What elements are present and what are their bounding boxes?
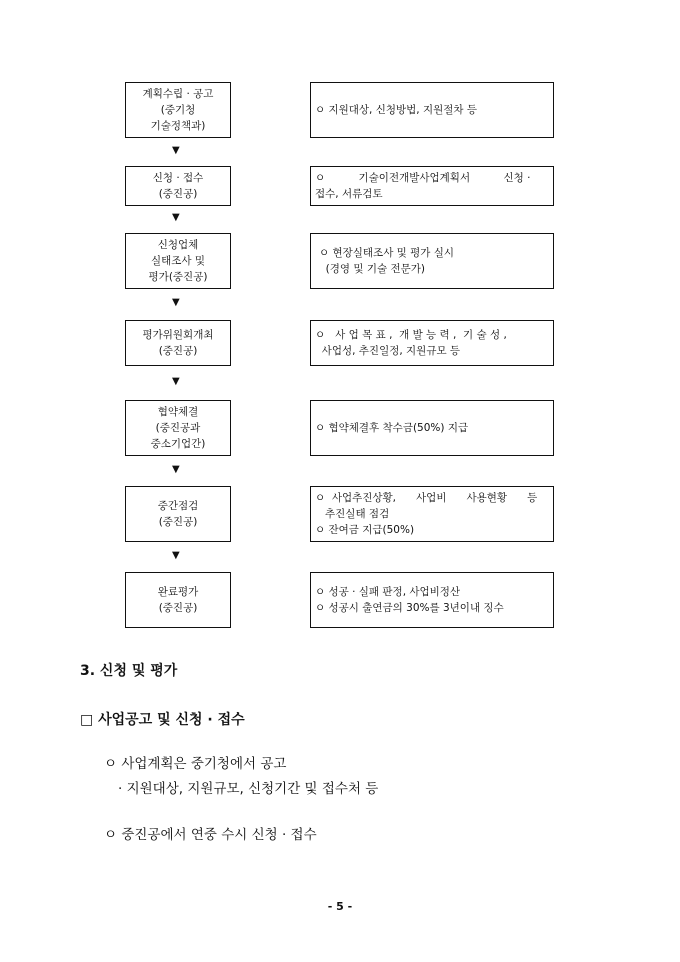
flow-step-label: 중간점검 — [157, 500, 199, 512]
flow-step-label: 신청 · 접수 — [152, 172, 204, 184]
flow-step-label: (중진공) — [158, 602, 198, 614]
flow-step-2-desc — [310, 166, 554, 206]
flow-step-3-box — [125, 233, 231, 289]
flow-step-label: 협약체결 — [157, 406, 199, 418]
flow-step-2-box — [125, 166, 231, 206]
flow-step-label: (중진공) — [158, 188, 198, 200]
flow-step-4-box — [125, 320, 231, 366]
flow-step-7-desc — [310, 572, 554, 628]
flow-step-label: (중진공과 — [155, 422, 201, 434]
down-arrow-icon: ▼ — [172, 464, 180, 475]
flow-desc-line: ㅇ 성공 · 실패 판정, 사업비정산 — [315, 586, 461, 598]
flow-desc-line: ㅇ 사 업 목 표 , 개 발 능 력 , 기 술 성 , — [315, 329, 507, 341]
bullet-item: ㅇ 사업계획은 중기청에서 공고 — [104, 756, 287, 772]
flow-step-label: (중기청 — [160, 104, 196, 116]
flow-step-5-desc — [310, 400, 554, 456]
subsection-title: □ 사업공고 및 신청 · 접수 — [80, 712, 245, 728]
flow-desc-line: ㅇ 잔여금 지급(50%) — [315, 524, 415, 536]
flow-desc-line: 사업성, 추진일정, 지원규모 등 — [315, 345, 461, 357]
flow-step-4-desc — [310, 320, 554, 366]
flow-step-1-box — [125, 82, 231, 138]
flow-step-6-desc — [310, 486, 554, 542]
flow-desc-line: 추진실태 점검 — [315, 508, 390, 520]
flow-step-6-box — [125, 486, 231, 542]
flow-step-label: 평가위원회개최 — [142, 329, 214, 341]
flow-step-label: 기술정책과) — [150, 120, 206, 132]
flow-desc-line: ㅇ 성공시 출연금의 30%를 3년이내 징수 — [315, 602, 504, 614]
page-number: - 5 - — [327, 900, 353, 913]
flow-step-label: 평가(중진공) — [148, 271, 208, 283]
down-arrow-icon: ▼ — [172, 550, 180, 561]
sub-bullet-item: · 지원대상, 지원규모, 신청기간 및 접수처 등 — [118, 781, 379, 797]
flow-step-3-desc — [310, 233, 554, 289]
flow-step-1-desc — [310, 82, 554, 138]
down-arrow-icon: ▼ — [172, 212, 180, 223]
flow-desc-line: 접수, 서류검토 — [315, 188, 383, 200]
down-arrow-icon: ▼ — [172, 297, 180, 308]
down-arrow-icon: ▼ — [172, 145, 180, 156]
flow-step-label: 완료평가 — [157, 586, 199, 598]
flow-desc-line: ㅇ 현장실태조사 및 평가 실시 — [319, 247, 455, 259]
flow-step-label: 신청업체 — [157, 239, 199, 251]
bullet-item: ㅇ 중진공에서 연중 수시 신청 · 접수 — [104, 827, 317, 843]
flow-desc-line: (경영 및 기술 전문가) — [319, 263, 426, 275]
flow-step-label: 중소기업간) — [150, 438, 206, 450]
flow-step-label: 계획수립 · 공고 — [142, 88, 214, 100]
flow-desc-line: ㅇ 기술이전개발사업계획서 신청 · — [315, 172, 531, 184]
flow-step-label: 실태조사 및 — [150, 255, 206, 267]
flow-step-label: (중진공) — [158, 345, 198, 357]
flow-desc-line: ㅇ 사업추진상황, 사업비 사용현황 등 — [315, 492, 538, 504]
flow-step-7-box — [125, 572, 231, 628]
section-title: 3. 신청 및 평가 — [80, 663, 178, 679]
flow-desc-line: ㅇ 협약체결후 착수금(50%) 지급 — [315, 422, 469, 434]
flow-step-label: (중진공) — [158, 516, 198, 528]
flow-desc-line: ㅇ 지원대상, 신청방법, 지원절차 등 — [315, 104, 478, 116]
down-arrow-icon: ▼ — [172, 376, 180, 387]
flow-step-5-box — [125, 400, 231, 456]
